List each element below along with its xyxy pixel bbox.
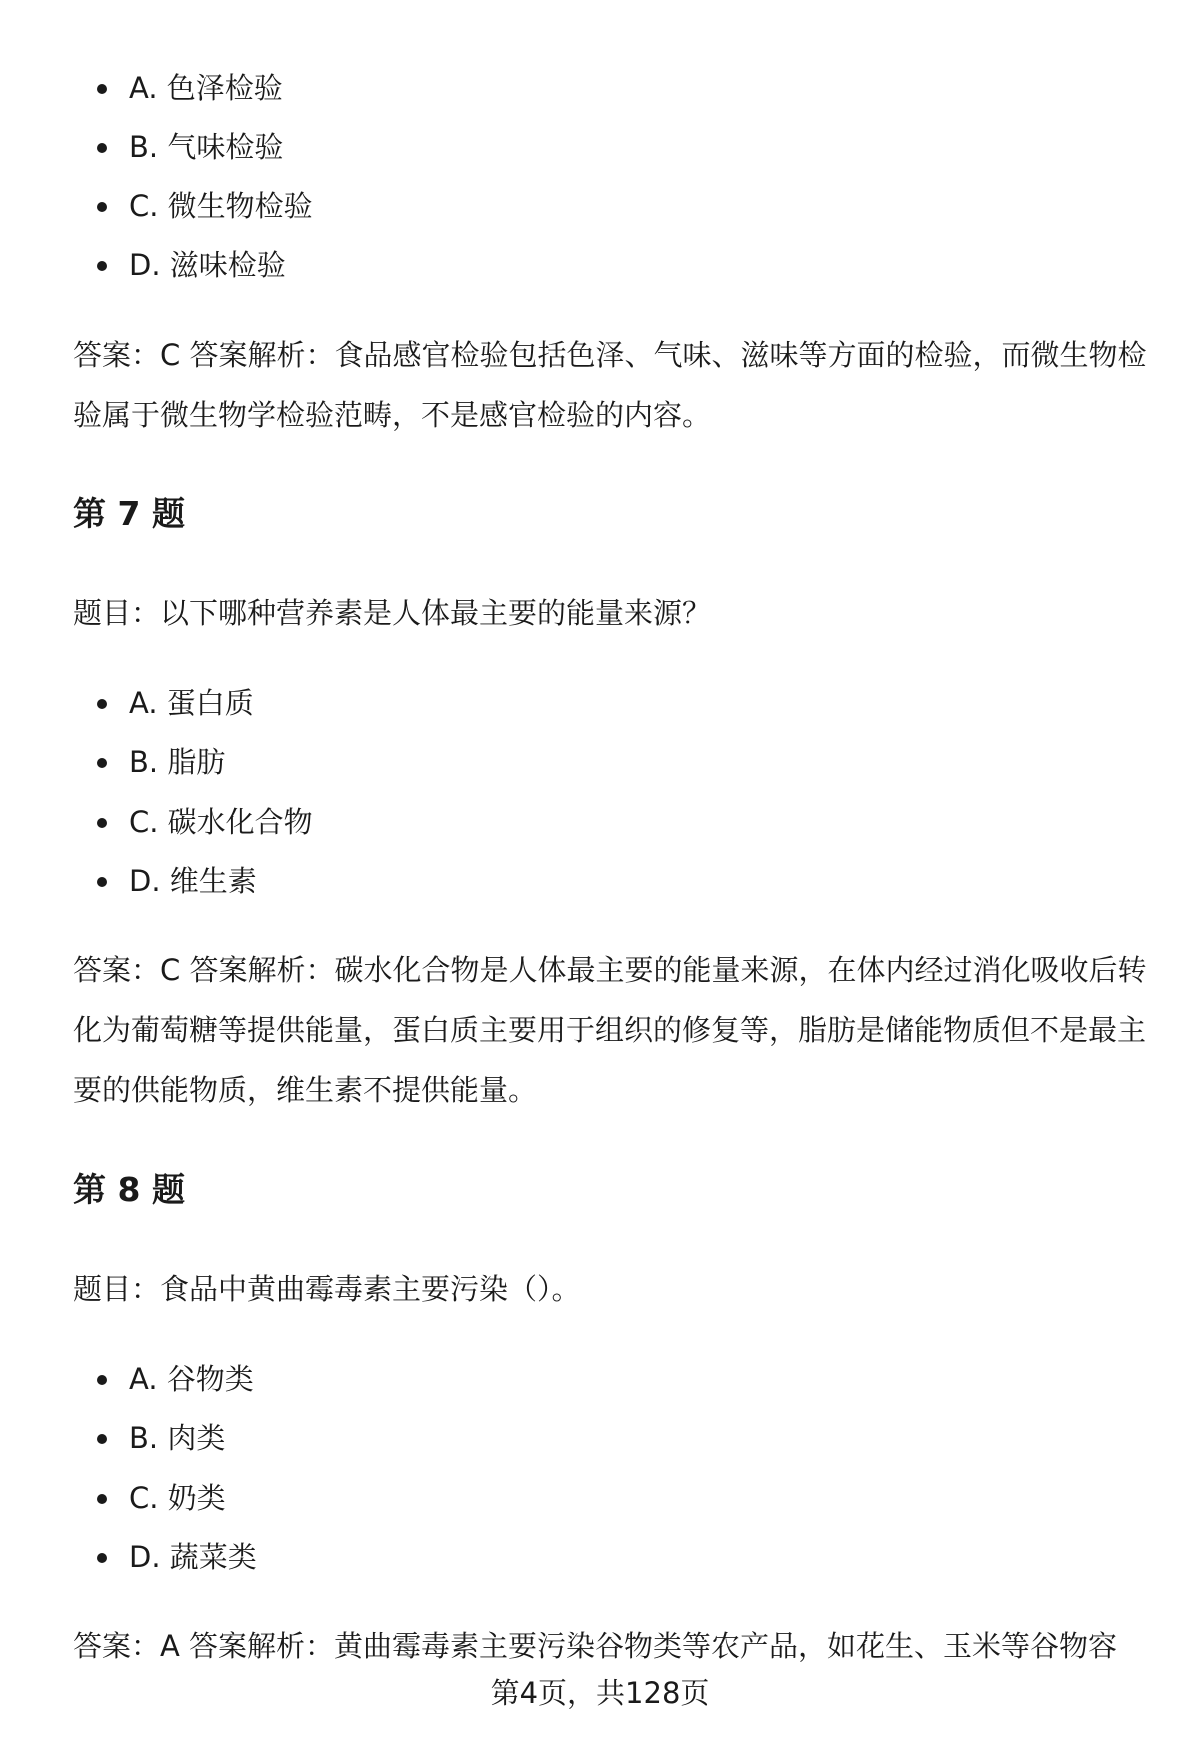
bullet-icon (97, 261, 107, 271)
option-text: D. 滋味检验 (129, 248, 286, 282)
option-text: C. 奶类 (129, 1481, 226, 1515)
bullet-icon (97, 1434, 107, 1444)
bullet-icon (97, 877, 107, 887)
option-text: C. 微生物检验 (129, 189, 313, 223)
option-text: D. 维生素 (129, 864, 257, 898)
q6-answer: 答案：C 答案解析：食品感官检验包括色泽、气味、滋味等方面的检验，而微生物检验属于微生物学检验范畴，不是感官检验的内容。 (73, 338, 1147, 432)
option-text: B. 肉类 (129, 1421, 226, 1455)
q8-question: 题目：食品中黄曲霉毒素主要污染（）。 (73, 1272, 581, 1306)
bullet-icon (97, 1375, 107, 1385)
q8-answer: 答案：A 答案解析：黄曲霉毒素主要污染谷物类等农产品，如花生、玉米等谷物容 (73, 1629, 1118, 1663)
bullet-icon (97, 1553, 107, 1563)
bullet-icon (97, 84, 107, 94)
q8-heading: 第 8 题 (73, 1170, 185, 1209)
bullet-icon (97, 143, 107, 153)
option-text: C. 碳水化合物 (129, 805, 313, 839)
q7-heading: 第 7 题 (73, 494, 185, 533)
option-text: A. 谷物类 (129, 1362, 254, 1396)
option-text: A. 蛋白质 (129, 686, 254, 720)
option-text: B. 脂肪 (129, 745, 226, 779)
page-indicator: 第4页，共128页 (490, 1676, 710, 1710)
bullet-icon (97, 699, 107, 709)
bullet-icon (97, 1494, 107, 1504)
q7-answer: 答案：C 答案解析：碳水化合物是人体最主要的能量来源，在体内经过消化吸收后转化为葡萄糖等提供能量，蛋白质主要用于组织的修复等，脂肪是储能物质但不是最主要的供能物质，维生素不提供能量。 (73, 953, 1147, 1107)
option-text: D. 蔬菜类 (129, 1540, 257, 1574)
bullet-icon (97, 758, 107, 768)
bullet-icon (97, 818, 107, 828)
q7-question: 题目：以下哪种营养素是人体最主要的能量来源？ (73, 596, 712, 630)
option-text: A. 色泽检验 (129, 71, 283, 105)
option-text: B. 气味检验 (129, 130, 284, 164)
bullet-icon (97, 202, 107, 212)
